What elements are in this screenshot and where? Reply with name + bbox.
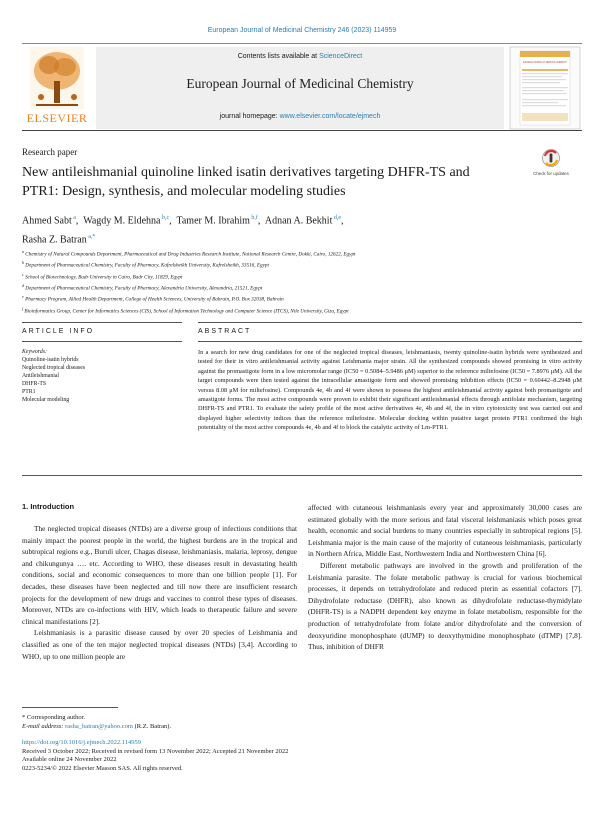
journal-info-box: [96, 47, 504, 129]
footnote-divider: [22, 707, 118, 708]
keyword-item: PTR1: [22, 389, 36, 395]
keyword-item: Neglected tropical diseases: [22, 365, 86, 371]
keywords-label: Keywords:: [22, 349, 47, 355]
contents-prefix: Contents lists available at: [237, 53, 320, 60]
check-updates-icon: [526, 147, 576, 181]
keyword-item: Antileishmanial: [22, 373, 60, 379]
available-online: Available online 24 November 2022: [22, 756, 117, 764]
keyword-item: Quinoline-isatin hybrids: [22, 357, 79, 363]
author-name[interactable]: Adnan A. Bekhit: [264, 215, 333, 227]
email-suffix: (R.Z. Batran).: [133, 723, 172, 730]
paper-type: Research paper: [22, 147, 78, 157]
body-paragraph: Different metabolic pathways are involved in the growth and proliferation of the Leishmania parasite. The folate metabolic pathway is crucial for various biochemical processes, it depends on tetrahydrofolate and reduced pterin as essential cofactors [7]. Dihydrofolate reductase (DHFR), also known as dihydrofolate reductase-thymidylate (DHFR-TS) is a NADPH dependent key enzyme in folate metabolism, responsible for the production of tetrahydrofolate from folate and/or dihydrofolate and the conversion of deoxyuridine monophosphate (dUMP) to deoxythymidine monophosphate (dTMP) [7,8]. Thus, inhibition of DHFR: [308, 560, 582, 652]
email-link[interactable]: rasha_batran@yahoo.com: [65, 723, 133, 730]
sciencedirect-link[interactable]: ScienceDirect: [319, 53, 363, 60]
received-dates: Received 3 October 2022; Received in revised form 13 November 2022; Accepted 21 November 2022: [22, 747, 289, 755]
article-info-heading: ARTICLE INFO: [22, 328, 95, 335]
copyright-line: 0223-5234/© 2022 Elsevier Masson SAS. All rights reserved.: [22, 764, 183, 772]
divider: [22, 475, 582, 476]
affiliation-item: $^a$ Chemistry of Natural Compounds Department, Pharmaceutical and Drug Industries Research Institute, National Research Centre, Dokki, Cairo, 12622, Egypt: [22, 249, 356, 258]
affiliation-item: $^f$ Bioinformatics Group, Center for Informatics Sciences (CIS), School of Information Technology and Computer Science (ITCS), Nile University, Giza, Egypt: [22, 305, 349, 315]
keyword-item: Molecular modeling: [22, 397, 70, 403]
journal-cover-thumbnail[interactable]: [510, 47, 580, 129]
check-for-updates-badge[interactable]: [526, 147, 576, 181]
corresponding-note: * Corresponding author.: [22, 714, 86, 721]
affiliation-list: [22, 248, 582, 316]
divider: [198, 322, 582, 323]
divider: [198, 341, 582, 342]
journal-title: European Journal of Medicinal Chemistry: [186, 76, 414, 91]
homepage-prefix: journal homepage:: [219, 113, 280, 120]
author-affil-sup[interactable]: a,*: [88, 234, 96, 241]
check-badge-label: Check for updates: [533, 171, 569, 176]
abstract-heading: ABSTRACT: [198, 328, 252, 335]
elsevier-logo: [22, 47, 92, 129]
abstract-text: In a search for new drug candidates for one of the neglected tropical diseases, leishmaniasis, twenty quinoline-isatin hybrids were synthesized and tested for their in vitro antileishmanial activity against Leishmania major strain. All the synthesized compounds showed promising in vitro activity against the promastigote form in a low micromolar range (IC50 = 0.5084–5.9486 μM) superior to the reference miltefosine (IC50 = 7.8976 μM). All the target compounds were then tested against the intracellular amastigote form and showed promising inhibition effects (IC50 = 0.60442–8.2948 μM versus 8.08 μM for miltefosine). Compounds 4e, 4b and 4f were shown to possess the highest antileishmanial activity against both promastigote and amastigote forms. The most active compounds were proven to exhibit their significant antileishmanial effects through antifolate mechanism, targeting DHFR-TS and PTR1. To evaluate the safety profile of the most active derivatives 4e, 4b and 4f, the in vitro cytotoxicity test was carried out and displayed higher selectivity indices than the reference miltefosine. Molecular docking within putative target protein PTR1 confirmed the high potentiality of the most active compounds 4e, 4b and 4f to block the catalytic activity of Lm-PTR1.: [198, 349, 582, 432]
author-name[interactable]: Tamer M. Ibrahim: [176, 215, 250, 227]
author-list: Ahmed Sabt $^a$, Wagdy M. Eldehna $^{b,c}$, Tamer M. Ibrahim $^{b,f}$, Adnan A. Bekhit $^{d,e}$, Rasha Z. Batran $^{a,*}$: [22, 215, 344, 246]
keywords-block: [22, 348, 182, 404]
author-name[interactable]: Ahmed Sabt: [22, 215, 72, 227]
body-column-right: [308, 502, 582, 653]
body-column-left: [22, 523, 297, 662]
section-heading: 1. Introduction: [22, 502, 75, 511]
journal-reference: European Journal of Medicinal Chemistry 246 (2023) 114959: [207, 27, 397, 34]
divider: [22, 322, 182, 323]
homepage-line: [96, 113, 504, 120]
affiliation-item: $^d$ Department of Pharmaceutical Chemistry, Faculty of Pharmacy, Alexandria University, Alexandria, 21521, Egypt: [22, 282, 263, 292]
email-line: [22, 722, 322, 731]
author-name[interactable]: Wagdy M. Eldehna: [83, 215, 161, 227]
homepage-link[interactable]: www.elsevier.com/locate/ejmech: [279, 113, 381, 120]
paper-title: New antileishmanial quinoline linked isatin derivatives targeting DHFR-TS and PTR1: Design, synthesis, and molecular modeling studies: [22, 165, 470, 199]
doi-link[interactable]: https://doi.org/10.1016/j.ejmech.2022.114959: [22, 739, 141, 746]
publisher-name: ELSEVIER: [26, 111, 88, 125]
affiliation-item: $^e$ Pharmacy Program, Allied Health Department, College of Health Sciences, University of Bahrain, P.O. Box 32038, Bahrain: [22, 294, 284, 304]
author-name[interactable]: Rasha Z. Batran: [22, 234, 87, 246]
author-affil-sup[interactable]: d,e: [333, 215, 342, 221]
affiliation-item: $^c$ School of Biotechnology, Badr University in Cairo, Badr City, 11829, Egypt: [22, 271, 183, 281]
elsevier-tree-icon: [30, 47, 84, 109]
author-affil-sup[interactable]: a: [73, 215, 76, 221]
publication-info: [22, 739, 422, 773]
email-label: E-mail address:: [22, 723, 66, 730]
author-affil-sup[interactable]: b,f: [251, 215, 258, 221]
keyword-item: DHFR-TS: [22, 381, 47, 387]
author-affil-sup[interactable]: b,c: [161, 215, 170, 221]
affiliation-item: $^b$ Department of Pharmaceutical Chemistry, Faculty of Pharmacy, Kafrelsheikh University, Kafrelsheikh, 33516, Egypt: [22, 260, 269, 270]
cover-title: EUROPEAN JOURNAL OF MEDICINAL CHEMISTRY: [523, 60, 568, 64]
body-paragraph: Leishmaniasis is a parasitic disease caused by over 20 species of Leishmania and classified as one of the ten major neglected tropical diseases (NTDs) [3,4]. According to WHO, up to one million people are: [22, 628, 297, 661]
body-paragraph: The neglected tropical diseases (NTDs) are a diverse group of infectious conditions that mainly impact the poorest people in the world, the highest burdens are in the tropical and subtropical regions e.g., Buruli ulcer, Chagas disease, leishmaniasis, malaria, leprosy, dengue and chikungunya …. etc. According to WHO, these diseases result in devastating health conditions, social and economic consequences to more than one billion people [1]. For decades, these diseases have been neglected and till now there are insufficient research projects for the development of new drugs and vaccines to control these types of diseases. Moreover, NTDs are co-infections with HIV, which leads to therapeutic failure and severe clinical manifestations [2].: [22, 524, 297, 626]
footnotes: [22, 713, 322, 731]
divider: [22, 341, 182, 342]
body-paragraph: affected with cutaneous leishmaniasis every year and approximately 30,000 cases are estimated globally with the more serious and fatal visceral leishmaniasis which poses great health, economic and social burdens to many countries especially in subtropical regions [5]. Leishmania major is the main cause of the majority of cutaneous leishmaniasis, particularly in Northern Africa, Middle East, Northwestern India and Northwestern China [6].: [308, 503, 582, 559]
contents-line: [96, 53, 504, 60]
